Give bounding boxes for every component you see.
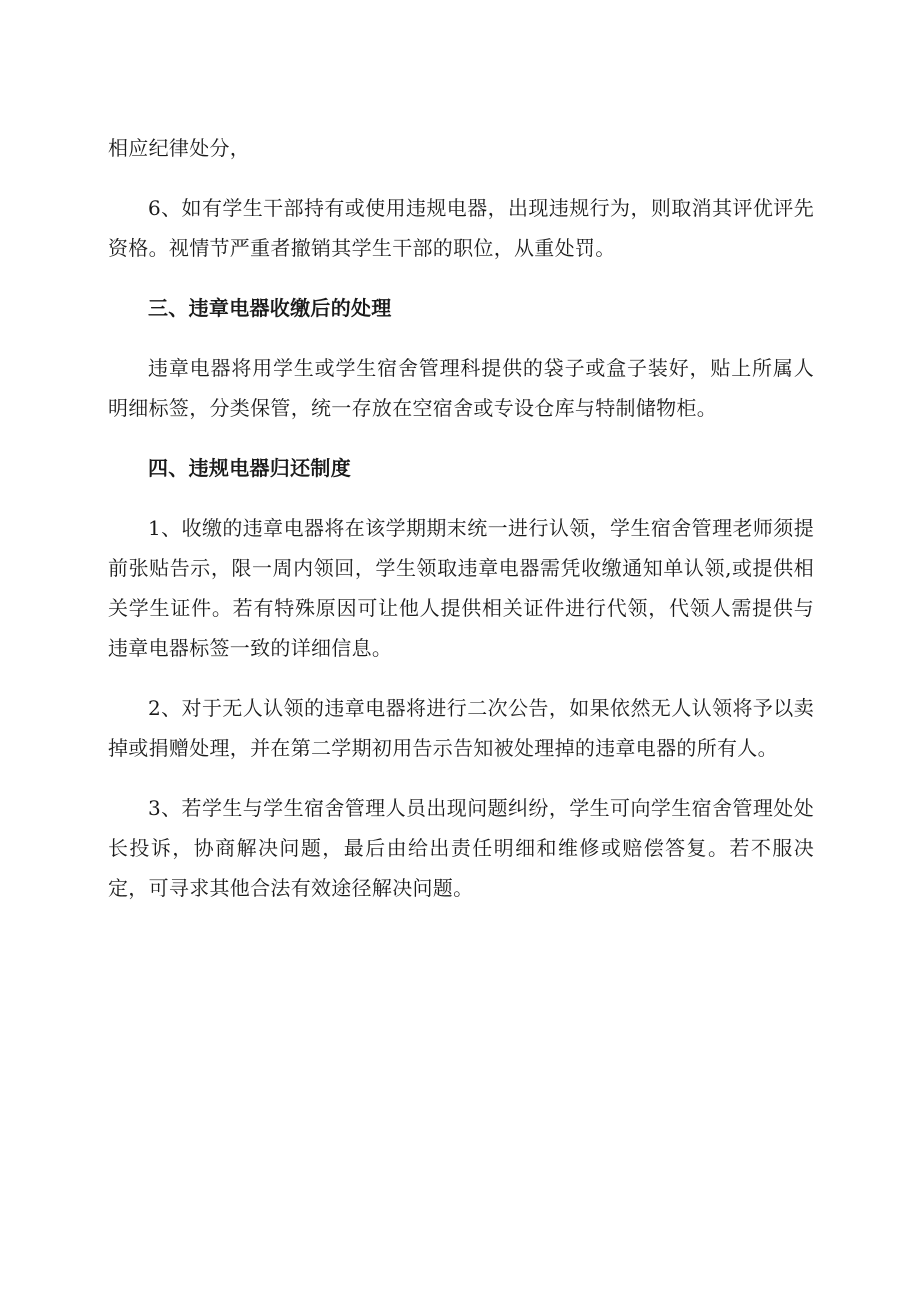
paragraph-storage: 违章电器将用学生或学生宿舍管理科提供的袋子或盒子装好，贴上所属人明细标签，分类保管，统一存放在空宿舍或专设仓库与特制储物柜。 <box>108 356 814 420</box>
paragraph-return-3: 3、若学生与学生宿舍管理人员出现问题纠纷，学生可向学生宿舍管理处处长投诉，协商解决问题，最后由给出责任明细和维修或赔偿答复。若不服决定，可寻求其他合法有效途径解决问题。 <box>108 796 814 900</box>
paragraph-return-2: 2、对于无人认领的违章电器将进行二次公告，如果依然无人认领将予以卖掉或捐赠处理，并在第二学期初用告示告知被处理掉的违章电器的所有人。 <box>108 696 814 760</box>
section-heading-3: 三、违章电器收缴后的处理 <box>148 296 392 320</box>
paragraph-item-6: 6、如有学生干部持有或使用违规电器，出现违规行为，则取消其评优评先资格。视情节严重者撤销其学生干部的职位，从重处罚。 <box>108 196 814 260</box>
section-heading-4: 四、违规电器归还制度 <box>148 456 351 480</box>
paragraph-continued: 相应纪律处分， <box>108 136 251 160</box>
document-body <box>108 128 814 928</box>
paragraph-return-1: 1、收缴的违章电器将在该学期期末统一进行认领，学生宿舍管理老师须提前张贴告示，限一周内领回，学生领取违章电器需凭收缴通知单认领,或提供相关学生证件。若有特殊原因可让他人提供相关证件进行代领，代领人需提供与违章电器标签一致的详细信息。 <box>108 516 814 660</box>
